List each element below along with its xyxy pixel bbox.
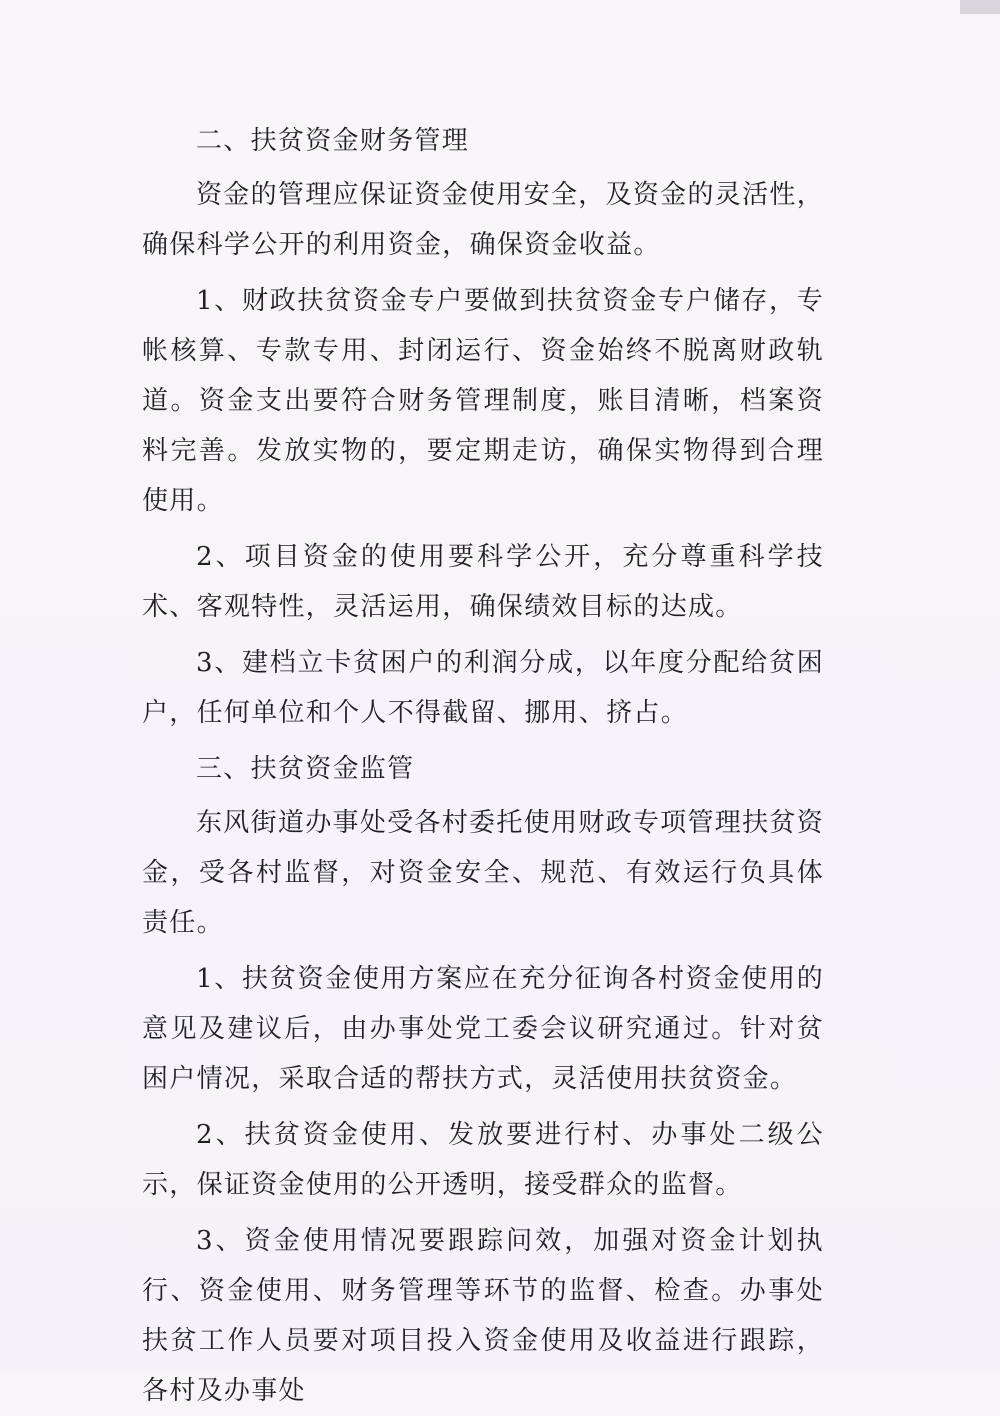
paragraph-3-2: 2、扶贫资金使用、发放要进行村、办事处二级公示，保证资金使用的公开透明，接受群众的监督。	[142, 1120, 824, 1200]
paragraph-2-1: 1、财政扶贫资金专户要做到扶贫资金专户储存，专帐核算、专款专用、封闭运行、资金始终不脱离财政轨道。资金支出要符合财务管理制度，账目清晰，档案资料完善。发放实物的，要定期走访，确保实物得到合理使用。	[142, 286, 824, 516]
document-body	[142, 116, 824, 1416]
paragraph-3-1: 1、扶贫资金使用方案应在充分征询各村资金使用的意见及建议后，由办事处党工委会议研究通过。针对贫困户情况，采取合适的帮扶方式，灵活使用扶贫资金。	[142, 964, 824, 1094]
paragraph-2-2: 2、项目资金的使用要科学公开，充分尊重科学技术、客观特性，灵活运用，确保绩效目标的达成。	[142, 542, 824, 622]
scan-edge	[960, 0, 1000, 14]
section-heading-3: 三、扶贫资金监管	[196, 754, 415, 784]
paragraph-intro-2: 资金的管理应保证资金使用安全，及资金的灵活性，确保科学公开的利用资金，确保资金收益。	[142, 180, 824, 260]
section-heading-2: 二、扶贫资金财务管理	[196, 126, 470, 156]
paragraph-2-3: 3、建档立卡贫困户的利润分成，以年度分配给贫困户，任何单位和个人不得截留、挪用、挤占。	[142, 648, 824, 728]
paragraph-3-3: 3、资金使用情况要跟踪问效，加强对资金计划执行、资金使用、财务管理等环节的监督、检查。办事处扶贫工作人员要对项目投入资金使用及收益进行跟踪，各村及办事处	[142, 1226, 824, 1406]
paragraph-intro-3: 东风街道办事处受各村委托使用财政专项管理扶贫资金，受各村监督，对资金安全、规范、有效运行负具体责任。	[142, 808, 824, 938]
